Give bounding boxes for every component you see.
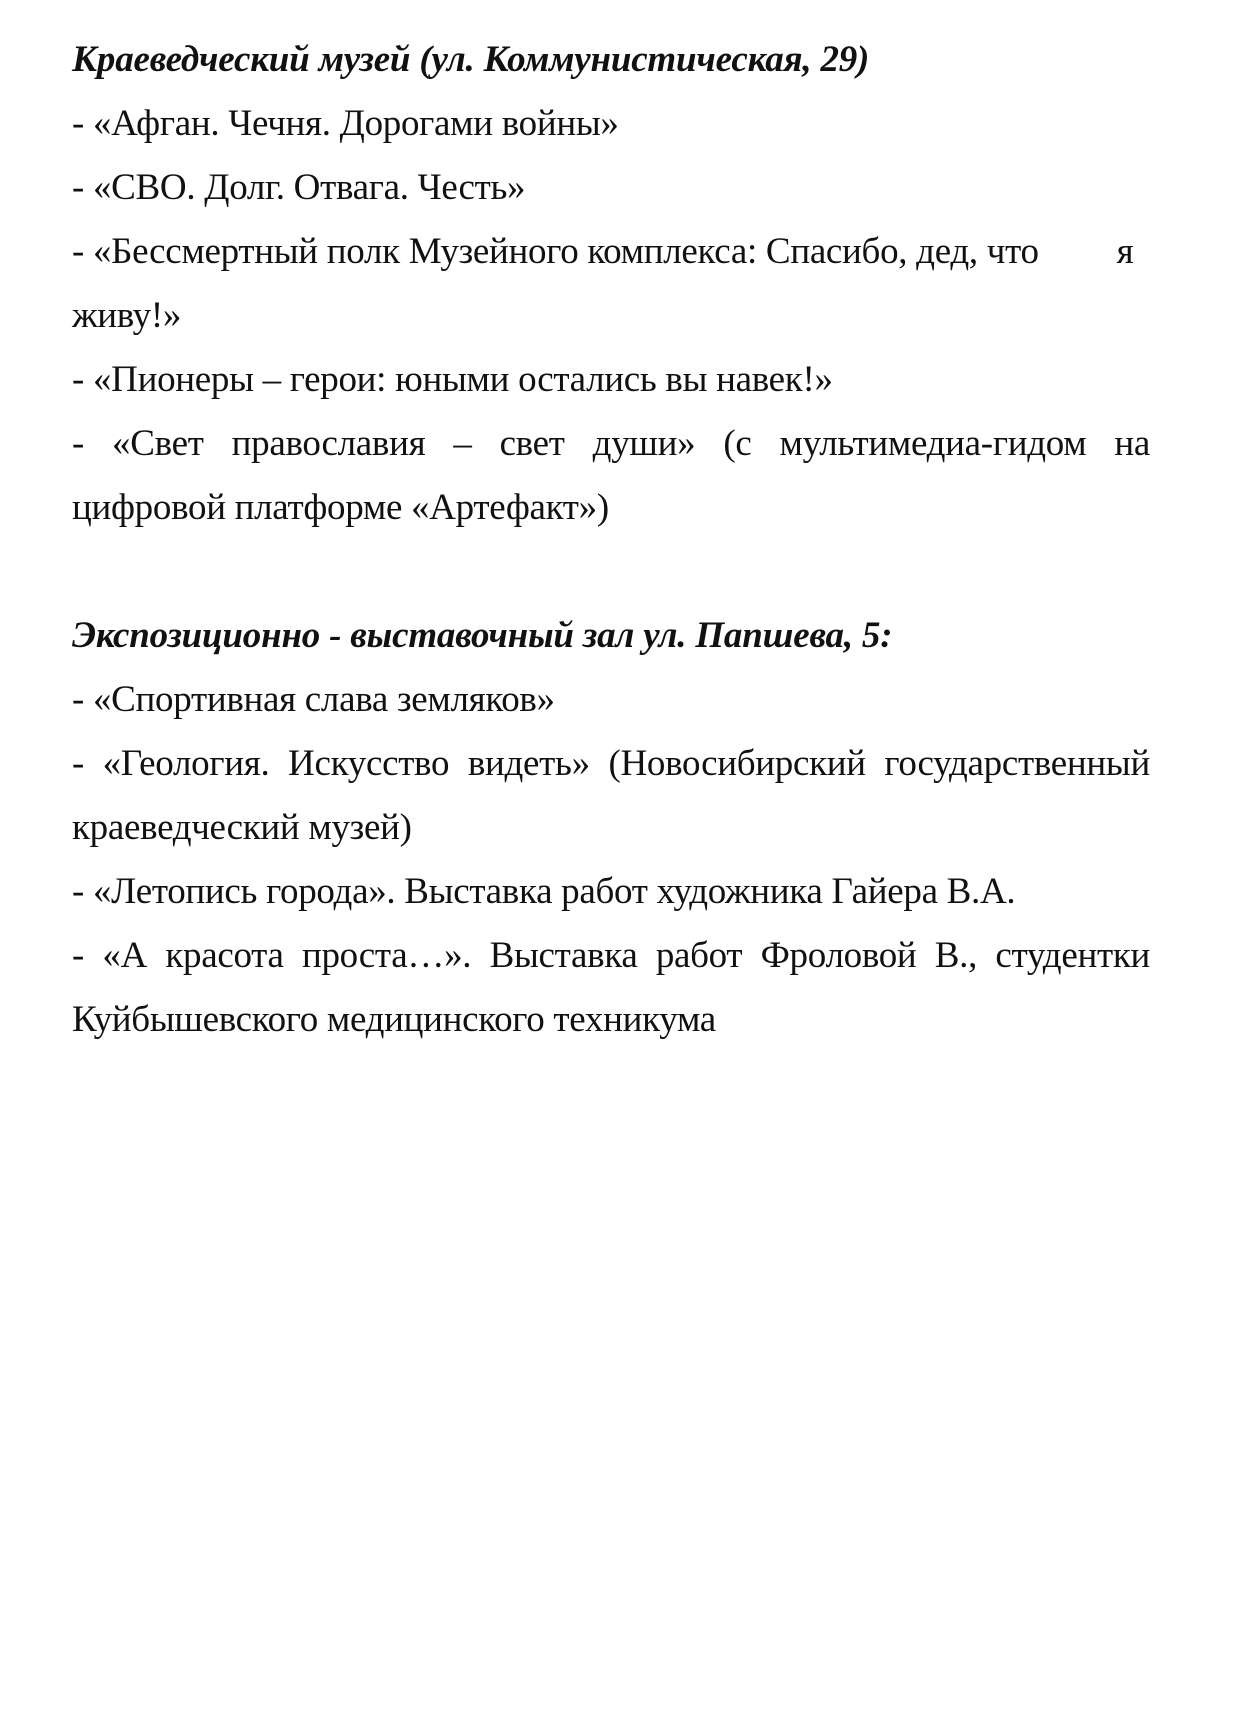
- list-item: [72, 220, 1150, 348]
- section-heading: Краеведческий музей (ул. Коммунистическая, 29): [72, 39, 870, 80]
- section-exhibition-hall: [72, 604, 1150, 1052]
- list-item: - «Спортивная слава земляков»: [72, 679, 555, 720]
- list-item: - «А красота проста…». Выставка работ Фроловой В., студентки Куйбышевского медицинского техникума: [72, 935, 1150, 1040]
- document-page: [72, 28, 1150, 1052]
- section-heading: Экспозиционно - выставочный зал ул. Папшева, 5:: [72, 615, 893, 656]
- list-item: - «Афган. Чечня. Дорогами войны»: [72, 103, 619, 144]
- list-item: - «Свет православия – свет души» (с мультимедиа-гидом на цифровой платформе «Артефакт»): [72, 423, 1150, 528]
- section-local-history-museum: [72, 28, 1150, 540]
- list-item: - «Летопись города». Выставка работ художника Гайера В.А.: [72, 871, 1016, 912]
- list-item: - «Геология. Искусство видеть» (Новосибирский государственный краеведческий музей): [72, 743, 1150, 848]
- list-item-text-continued: я живу!»: [72, 231, 1134, 336]
- list-item-text: - «Бессмертный полк Музейного комплекса: Спасибо, дед, что: [72, 231, 1039, 272]
- list-item: - «СВО. Долг. Отвага. Честь»: [72, 167, 526, 208]
- list-item: - «Пионеры – герои: юными остались вы навек!»: [72, 359, 833, 400]
